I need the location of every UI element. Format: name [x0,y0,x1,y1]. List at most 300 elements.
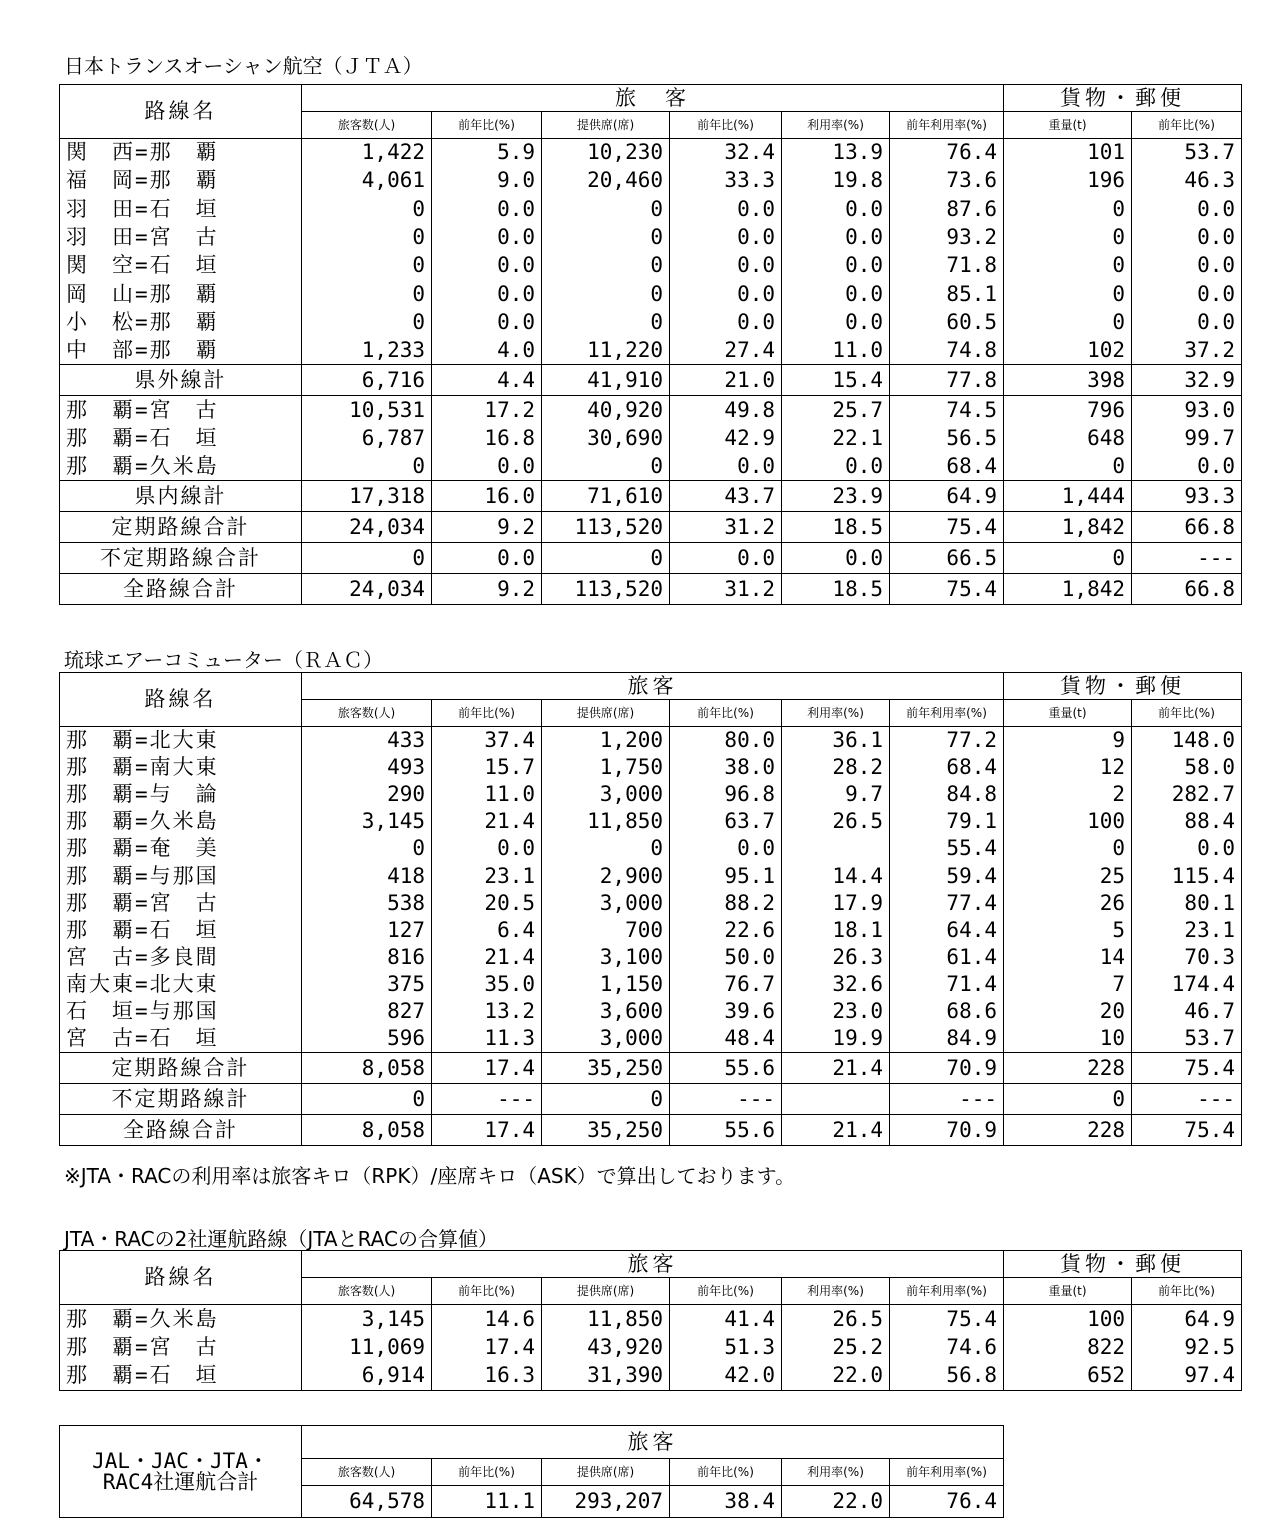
column-header: 提供席(席) [542,1459,670,1486]
data-cell: 68.4 [890,452,1004,480]
data-cell: 11.0 [782,337,890,365]
data-cell: 17.4 [432,1115,542,1146]
data-cell: 0.0 [782,195,890,223]
passenger-header: 旅 客 [302,85,1004,112]
column-header: 提供席(席) [542,700,670,727]
four-label-line1: JAL・JAC・JTA・ [92,1448,269,1473]
data-cell: 0.0 [432,543,542,574]
data-cell: 20 [1004,998,1132,1025]
data-cell: 32.6 [782,971,890,998]
route-name: 不定期路線合計 [60,543,302,574]
route-name: 宮 古=多良間 [60,944,302,971]
route-name: 那 覇=宮 古 [60,1333,302,1362]
data-cell: 35,250 [542,1115,670,1146]
data-cell: 25.7 [782,396,890,424]
route-name: 小 松=那 覇 [60,308,302,336]
column-header: 利用率(%) [782,1278,890,1305]
cargo-header: 貨物・郵便 [1004,85,1242,112]
data-cell: 74.6 [890,1333,1004,1362]
data-cell: 80.0 [670,727,782,754]
data-cell: 0 [302,835,432,862]
data-cell: 46.3 [1132,167,1242,195]
data-cell: 0.0 [670,223,782,251]
data-cell: 31.2 [670,512,782,543]
table-row [60,223,1242,251]
column-header: 旅客数(人) [302,1459,432,1486]
table-row [60,195,1242,223]
data-cell: 35.0 [432,971,542,998]
data-cell: 10,230 [542,139,670,167]
column-header: 前年比(%) [1132,700,1242,727]
passenger-header: 旅客 [302,1251,1004,1278]
data-cell: 0.0 [782,308,890,336]
data-cell: 6,716 [302,365,432,396]
data-cell: 11,069 [302,1333,432,1362]
data-cell: --- [1132,1084,1242,1115]
data-cell: 1,842 [1004,574,1132,605]
route-name: 那 覇=与那国 [60,862,302,889]
total-row [60,365,1242,396]
data-cell: 0 [542,835,670,862]
data-cell: 71.8 [890,252,1004,280]
total-row [60,481,1242,512]
total-row [60,1084,1242,1115]
data-cell: 37.4 [432,727,542,754]
data-cell: 88.4 [1132,808,1242,835]
data-cell: 0.0 [782,223,890,251]
data-cell: 75.4 [1132,1115,1242,1146]
data-cell: 74.5 [890,396,1004,424]
column-header: 前年利用率(%) [890,112,1004,139]
route-name: 福 岡=那 覇 [60,167,302,195]
data-cell: 11,850 [542,1305,670,1334]
data-cell: 43,920 [542,1333,670,1362]
data-cell: 77.2 [890,727,1004,754]
data-cell: 0 [302,280,432,308]
data-cell: 27.4 [670,337,782,365]
data-cell [782,1084,890,1115]
data-cell: 1,150 [542,971,670,998]
data-cell: 282.7 [1132,781,1242,808]
total-row [60,574,1242,605]
column-header: 前年比(%) [670,1459,782,1486]
data-cell: 127 [302,917,432,944]
data-cell: 11,850 [542,808,670,835]
data-cell: 48.4 [670,1026,782,1053]
data-cell: 0 [542,308,670,336]
data-cell: 0.0 [432,195,542,223]
table-row [60,167,1242,195]
route-name: 県外線計 [60,365,302,396]
column-header: 旅客数(人) [302,1278,432,1305]
table-row [60,998,1242,1025]
data-cell: 7 [1004,971,1132,998]
data-cell: 33.3 [670,167,782,195]
data-cell: 75.4 [1132,1053,1242,1084]
rac-table [59,672,1242,1146]
column-header: 前年比(%) [1132,1278,1242,1305]
data-cell: 58.0 [1132,754,1242,781]
data-cell: 0 [302,223,432,251]
data-cell: 0 [542,280,670,308]
data-cell [782,835,890,862]
data-cell: 66.8 [1132,574,1242,605]
route-name: 那 覇=石 垣 [60,1362,302,1391]
data-cell: 71,610 [542,481,670,512]
data-cell: --- [670,1084,782,1115]
data-cell: 0.0 [1132,252,1242,280]
data-cell: 55.4 [890,835,1004,862]
data-cell: 70.3 [1132,944,1242,971]
data-cell: 21.0 [670,365,782,396]
data-cell: 74.8 [890,337,1004,365]
data-cell: 2 [1004,781,1132,808]
route-name: 関 空=石 垣 [60,252,302,280]
column-header: 前年比(%) [432,1459,542,1486]
cargo-header: 貨物・郵便 [1004,673,1242,700]
data-cell: 19.9 [782,1026,890,1053]
data-cell: 53.7 [1132,139,1242,167]
data-cell: 3,000 [542,781,670,808]
data-cell: 0.0 [670,195,782,223]
data-cell: 11.3 [432,1026,542,1053]
data-cell: 796 [1004,396,1132,424]
data-cell: 700 [542,917,670,944]
data-cell: 35,250 [542,1053,670,1084]
route-name: 那 覇=奄 美 [60,835,302,862]
column-header: 提供席(席) [542,112,670,139]
table-row [60,944,1242,971]
route-name: 関 西=那 覇 [60,139,302,167]
table-row [60,280,1242,308]
data-cell: 0.0 [782,452,890,480]
data-cell: 22.0 [782,1362,890,1391]
data-cell: 25.2 [782,1333,890,1362]
data-cell: 85.1 [890,280,1004,308]
data-cell: 493 [302,754,432,781]
data-cell: 93.2 [890,223,1004,251]
data-cell: 9.2 [432,574,542,605]
route-name: 宮 古=石 垣 [60,1026,302,1053]
data-cell: 55.6 [670,1115,782,1146]
data-cell: 0.0 [782,252,890,280]
data-cell: 375 [302,971,432,998]
data-cell: 18.1 [782,917,890,944]
data-cell: 0.0 [670,835,782,862]
data-cell: --- [890,1084,1004,1115]
data-cell: 99.7 [1132,424,1242,452]
table-row [60,890,1242,917]
data-cell: 4.0 [432,337,542,365]
data-cell: 37.2 [1132,337,1242,365]
column-header: 重量(t) [1004,1278,1132,1305]
data-cell: 42.9 [670,424,782,452]
data-cell: 0.0 [1132,280,1242,308]
column-header: 旅客数(人) [302,700,432,727]
data-cell: 84.9 [890,1026,1004,1053]
data-cell: 18.5 [782,512,890,543]
route-name-header: 路線名 [60,673,302,727]
passenger-header: 旅客 [302,1426,1004,1459]
column-header: 重量(t) [1004,112,1132,139]
data-cell: 8,058 [302,1053,432,1084]
data-cell: 11.0 [432,781,542,808]
joint-title: JTA・RACの2社運航路線（JTAとRACの合算値） [64,1227,498,1251]
column-header: 利用率(%) [782,700,890,727]
data-cell: 21.4 [782,1053,890,1084]
data-cell: 0 [302,252,432,280]
data-cell: 0 [542,452,670,480]
data-cell: 15.4 [782,365,890,396]
column-header: 利用率(%) [782,1459,890,1486]
data-cell: 88.2 [670,890,782,917]
table-row [60,862,1242,889]
data-cell: 418 [302,862,432,889]
data-cell: 70.9 [890,1053,1004,1084]
data-cell: 75.4 [890,574,1004,605]
data-cell: 12 [1004,754,1132,781]
table-row [60,1362,1242,1391]
column-header: 前年比(%) [432,1278,542,1305]
data-cell: 0.0 [782,280,890,308]
data-cell: 11.1 [432,1486,542,1518]
data-cell: 827 [302,998,432,1025]
data-cell: 64.9 [890,481,1004,512]
data-cell: --- [432,1084,542,1115]
data-cell: 9.7 [782,781,890,808]
data-cell: 293,207 [542,1486,670,1518]
column-header: 前年比(%) [670,112,782,139]
data-cell: 63.7 [670,808,782,835]
data-cell: 14 [1004,944,1132,971]
data-cell: 56.8 [890,1362,1004,1391]
data-cell: 3,145 [302,808,432,835]
data-cell: 42.0 [670,1362,782,1391]
joint-table [59,1250,1242,1391]
data-cell: 652 [1004,1362,1132,1391]
data-cell: 4,061 [302,167,432,195]
data-cell: --- [1132,543,1242,574]
column-header: 前年利用率(%) [890,1278,1004,1305]
data-cell: 38.4 [670,1486,782,1518]
data-cell: 1,200 [542,727,670,754]
data-cell: 14.4 [782,862,890,889]
data-cell: 59.4 [890,862,1004,889]
data-cell: 21.4 [782,1115,890,1146]
passenger-header: 旅客 [302,673,1004,700]
route-name: 不定期路線計 [60,1084,302,1115]
data-cell: 66.5 [890,543,1004,574]
data-cell: 6,787 [302,424,432,452]
data-cell: 0 [1004,452,1132,480]
route-name: 県内線計 [60,481,302,512]
data-cell: 17.4 [432,1333,542,1362]
data-cell: 64.9 [1132,1305,1242,1334]
data-cell: 113,520 [542,574,670,605]
data-cell: 228 [1004,1115,1132,1146]
data-cell: 23.1 [432,862,542,889]
data-cell: 43.7 [670,481,782,512]
table-row [60,835,1242,862]
data-cell: 49.8 [670,396,782,424]
data-cell: 0.0 [1132,308,1242,336]
data-cell: 26 [1004,890,1132,917]
data-cell: 9.0 [432,167,542,195]
total-row [60,1115,1242,1146]
data-cell: 1,842 [1004,512,1132,543]
data-cell: 0 [1004,252,1132,280]
data-cell: 822 [1004,1333,1132,1362]
data-cell: 0.0 [432,308,542,336]
data-cell: 0 [542,1084,670,1115]
data-cell: 0 [302,543,432,574]
data-cell: 0 [1004,223,1132,251]
column-header: 前年利用率(%) [890,1459,1004,1486]
column-header: 前年比(%) [432,700,542,727]
data-cell: 13.2 [432,998,542,1025]
data-cell: 97.4 [1132,1362,1242,1391]
data-cell: 3,000 [542,1026,670,1053]
table-row [60,252,1242,280]
data-cell: 3,000 [542,890,670,917]
data-cell: 32.4 [670,139,782,167]
data-cell: 115.4 [1132,862,1242,889]
route-name: 那 覇=久米島 [60,452,302,480]
route-name-header: 路線名 [60,85,302,139]
data-cell: 26.5 [782,1305,890,1334]
data-cell: 41.4 [670,1305,782,1334]
data-cell: 77.4 [890,890,1004,917]
data-cell: 0 [302,195,432,223]
data-cell: 16.0 [432,481,542,512]
data-cell: 20.5 [432,890,542,917]
data-cell: 100 [1004,808,1132,835]
table-row [60,971,1242,998]
data-cell: 21.4 [432,808,542,835]
data-cell: 4.4 [432,365,542,396]
data-cell: 71.4 [890,971,1004,998]
data-cell: 84.8 [890,781,1004,808]
data-cell: 70.9 [890,1115,1004,1146]
data-cell: 228 [1004,1053,1132,1084]
data-cell: 0 [1004,1084,1132,1115]
data-cell: 0.0 [1132,223,1242,251]
data-cell: 433 [302,727,432,754]
route-name: 定期路線合計 [60,512,302,543]
data-cell: 0.0 [782,543,890,574]
table-row [60,139,1242,167]
data-cell: 0.0 [1132,452,1242,480]
route-name: 那 覇=石 垣 [60,424,302,452]
route-name: 岡 山=那 覇 [60,280,302,308]
data-cell: 55.6 [670,1053,782,1084]
data-cell: 24,034 [302,574,432,605]
data-cell: 0 [302,308,432,336]
data-cell: 13.9 [782,139,890,167]
table-row [60,396,1242,424]
data-cell: 16.8 [432,424,542,452]
data-cell: 92.5 [1132,1333,1242,1362]
data-cell: 79.1 [890,808,1004,835]
data-cell: 19.8 [782,167,890,195]
data-cell: 100 [1004,1305,1132,1334]
data-cell: 41,910 [542,365,670,396]
data-cell: 538 [302,890,432,917]
route-name: 全路線合計 [60,1115,302,1146]
table-row [60,337,1242,365]
data-cell: 40,920 [542,396,670,424]
data-cell: 22.6 [670,917,782,944]
data-cell: 20,460 [542,167,670,195]
four-company-label [60,1426,302,1518]
data-cell: 0.0 [670,308,782,336]
data-cell: 0.0 [1132,195,1242,223]
data-cell: 10 [1004,1026,1132,1053]
data-cell: 596 [302,1026,432,1053]
data-cell: 46.7 [1132,998,1242,1025]
data-cell: 0.0 [1132,835,1242,862]
route-name: 定期路線合計 [60,1053,302,1084]
route-name: 羽 田=石 垣 [60,195,302,223]
data-cell: 51.3 [670,1333,782,1362]
data-cell: 11,220 [542,337,670,365]
data-cell: 113,520 [542,512,670,543]
data-cell: 66.8 [1132,512,1242,543]
data-cell: 1,750 [542,754,670,781]
route-name: 那 覇=与 論 [60,781,302,808]
data-cell: 28.2 [782,754,890,781]
data-cell: 0 [1004,195,1132,223]
data-cell: 68.6 [890,998,1004,1025]
data-cell: 17.9 [782,890,890,917]
table-row [60,1305,1242,1334]
data-cell: 816 [302,944,432,971]
four-company-table [59,1425,1004,1518]
data-cell: 30,690 [542,424,670,452]
data-cell: 6.4 [432,917,542,944]
data-cell: 0 [542,195,670,223]
data-cell: 56.5 [890,424,1004,452]
data-cell: 0.0 [670,252,782,280]
data-cell: 73.6 [890,167,1004,195]
data-cell: 75.4 [890,1305,1004,1334]
cargo-header: 貨物・郵便 [1004,1251,1242,1278]
column-header: 前年比(%) [432,112,542,139]
data-cell: 0 [542,252,670,280]
data-cell: 95.1 [670,862,782,889]
data-cell: 75.4 [890,512,1004,543]
route-name: 南大東=北大東 [60,971,302,998]
data-cell: 9.2 [432,512,542,543]
data-cell: 148.0 [1132,727,1242,754]
data-cell: 398 [1004,365,1132,396]
table-row [60,424,1242,452]
data-cell: 93.0 [1132,396,1242,424]
rac-title: 琉球エアーコミューター（ＲＡＣ） [64,648,383,672]
data-cell: 2,900 [542,862,670,889]
data-cell: 18.5 [782,574,890,605]
column-header: 利用率(%) [782,112,890,139]
data-cell: 17.4 [432,1053,542,1084]
data-cell: 3,145 [302,1305,432,1334]
data-cell: 93.3 [1132,481,1242,512]
data-cell: 196 [1004,167,1132,195]
column-header: 前年比(%) [670,700,782,727]
total-row [60,1053,1242,1084]
data-cell: 3,600 [542,998,670,1025]
route-name: 中 部=那 覇 [60,337,302,365]
data-cell: 64.4 [890,917,1004,944]
